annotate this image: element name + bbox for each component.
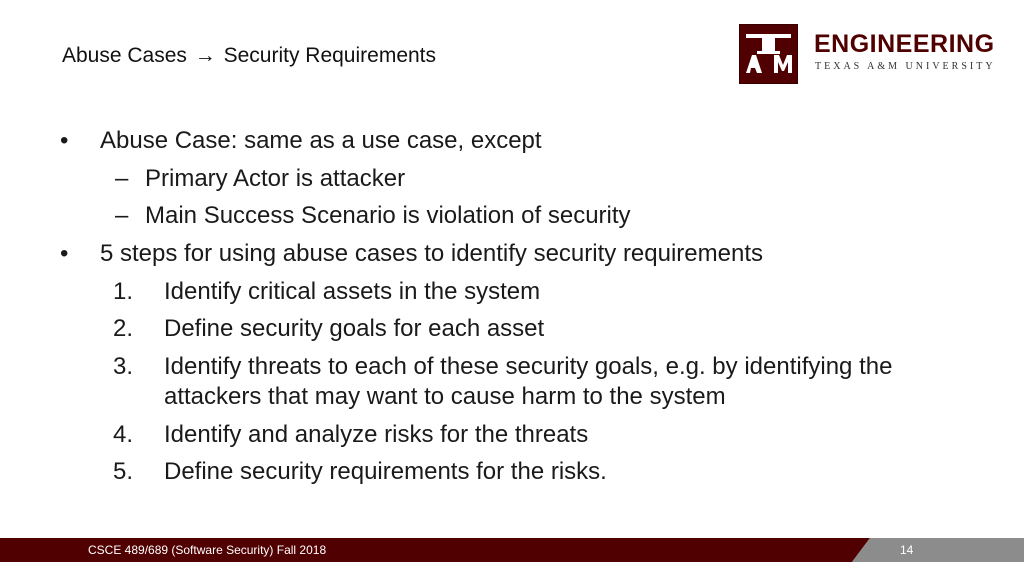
step-text-continued: attackers that may want to cause harm to the system <box>164 383 726 410</box>
step-text: Define security requirements for the risks. <box>164 458 607 485</box>
bullet-text: Abuse Case: same as a use case, except <box>100 127 542 154</box>
dash-icon: – <box>115 202 129 229</box>
step-number: 4. <box>113 421 134 448</box>
step-number: 3. <box>113 353 134 380</box>
sub-bullet-text: Main Success Scenario is violation of security <box>145 202 631 229</box>
dash-icon: – <box>115 165 129 192</box>
page-number: 14 <box>900 543 914 557</box>
step-number: 5. <box>113 458 134 485</box>
logo-engineering-text: ENGINEERING <box>814 30 995 58</box>
title-part-1: Abuse Cases <box>62 44 187 67</box>
footer-course-text: CSCE 489/689 (Software Security) Fall 2018 <box>88 543 327 557</box>
step-text: Identify critical assets in the system <box>164 278 541 305</box>
bullet-text: 5 steps for using abuse cases to identify security requirements <box>100 240 763 267</box>
slide-title <box>62 44 436 68</box>
tamu-engineering-logo <box>739 24 1001 84</box>
sub-bullet-text: Primary Actor is attacker <box>145 165 406 192</box>
title-part-2: Security Requirements <box>223 44 437 67</box>
step-text: Define security goals for each asset <box>164 315 545 342</box>
step-text: Identify threats to each of these security goals, e.g. by identifying the <box>164 353 893 380</box>
step-number: 1. <box>113 278 134 305</box>
logo-university-text: TEXAS A&M UNIVERSITY <box>815 61 996 72</box>
right-arrow-icon: → <box>194 44 216 67</box>
step-text: Identify and analyze risks for the threats <box>164 421 589 448</box>
bullet-icon: • <box>60 240 69 267</box>
step-number: 2. <box>113 315 134 342</box>
atm-logo-icon <box>739 24 798 84</box>
bullet-icon: • <box>60 127 69 154</box>
